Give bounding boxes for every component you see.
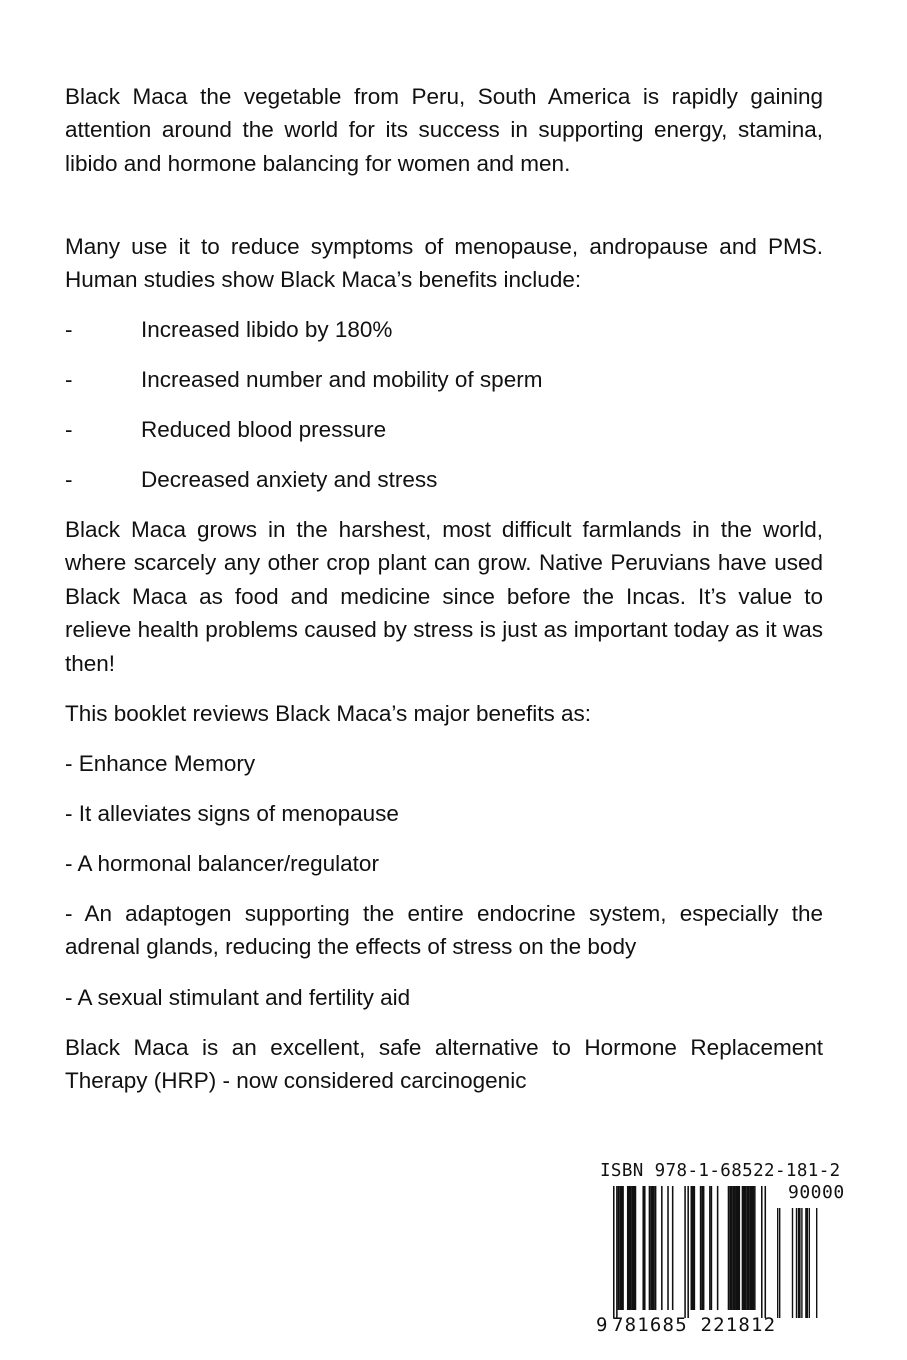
ean-first-digit: 9 [596,1314,608,1336]
booklet-paragraph: This booklet reviews Black Maca’s major benefits as: [65,701,592,726]
barcode-bar [684,1186,686,1318]
barcode-bar [765,1186,767,1318]
study-benefit-label: Increased libido by 180% [141,317,393,342]
major-benefit-item: - It alleviates signs of menopause [65,801,399,826]
barcode-bar [777,1208,778,1318]
barcode-addon-label: 90000 [788,1182,845,1203]
barcode-bar [801,1208,802,1318]
barcode-bar [728,1186,730,1310]
closing-paragraph: Black Maca is an excellent, safe alternative to Hormone Replacement Therapy (HRP) - now considered carcinogenic [65,1035,823,1094]
study-benefit-label: Reduced blood pressure [141,417,387,442]
major-benefit-item: - An adaptogen supporting the entire endocrine system, especially the adrenal glands, reducing the effects of stress on the body [65,901,823,960]
barcode-bar [687,1186,689,1318]
barcode-bar [792,1208,793,1318]
barcode-bar [649,1186,651,1310]
barcode-bar [754,1186,756,1310]
barcode-bar [667,1186,669,1310]
major-benefit-item: - A hormonal balancer/regulator [65,851,379,876]
barcode-bar [655,1186,657,1310]
barcode-bar [717,1186,719,1310]
barcode-bar [749,1186,754,1310]
ean-digits: 781685 221812 [612,1314,777,1336]
barcode-bar [613,1186,615,1318]
bullet-dash: - [65,367,73,392]
barcode-bar [761,1186,763,1318]
barcode-bar [805,1208,808,1318]
barcode-bar [619,1186,624,1310]
barcode-bar [742,1186,747,1310]
barcode-bar [661,1186,663,1310]
barcode-bar [616,1186,618,1318]
barcode-bar [701,1186,704,1310]
major-benefit-item: - Enhance Memory [65,751,256,776]
major-benefit-item: - A sexual stimulant and fertility aid [65,985,411,1010]
barcode-bar [632,1186,637,1310]
barcode-bar [746,1186,749,1310]
bullet-dash: - [65,417,73,442]
barcode-bar [779,1208,780,1318]
barcode-bar [711,1186,713,1310]
bullet-dash: - [65,317,73,342]
barcode-bar [672,1186,674,1310]
barcode-bar [650,1186,655,1310]
barcode-bar [809,1208,810,1318]
barcode-bar [729,1186,732,1310]
bullet-dash: - [65,467,73,492]
barcode-bar [627,1186,632,1310]
barcode-bar [700,1186,702,1310]
intro-paragraph: Black Maca the vegetable from Peru, South America is rapidly gaining attention around the world for its success in supporting energy, stamina, libido and hormone balancing for women and men. [65,84,823,176]
barcode-bar [798,1208,801,1318]
menopause-paragraph: Many use it to reduce symptoms of menopause, andropause and PMS. Human studies show Black Maca’s benefits include: [65,234,823,293]
barcode-bar [618,1186,620,1310]
barcode-bar [816,1208,817,1318]
grows-paragraph: Black Maca grows in the harshest, most difficult farmlands in the world, where scarcely any other crop plant can grow. Native Peruvians have used Black Maca as food and medicine since before the Incas. It’s value to relieve health problems caused by stress is just as important today as it was then! [65,517,823,676]
barcode-bar [709,1186,711,1310]
study-benefit-label: Decreased anxiety and stress [141,467,438,492]
study-benefit-label: Increased number and mobility of sperm [141,367,543,392]
barcode-bar [796,1208,797,1318]
barcode-bar [732,1186,735,1310]
barcode-bar [642,1186,645,1310]
barcode-bar [735,1186,740,1310]
isbn-label: ISBN 978-1-68522-181-2 [600,1161,841,1181]
barcode-bar [691,1186,696,1310]
